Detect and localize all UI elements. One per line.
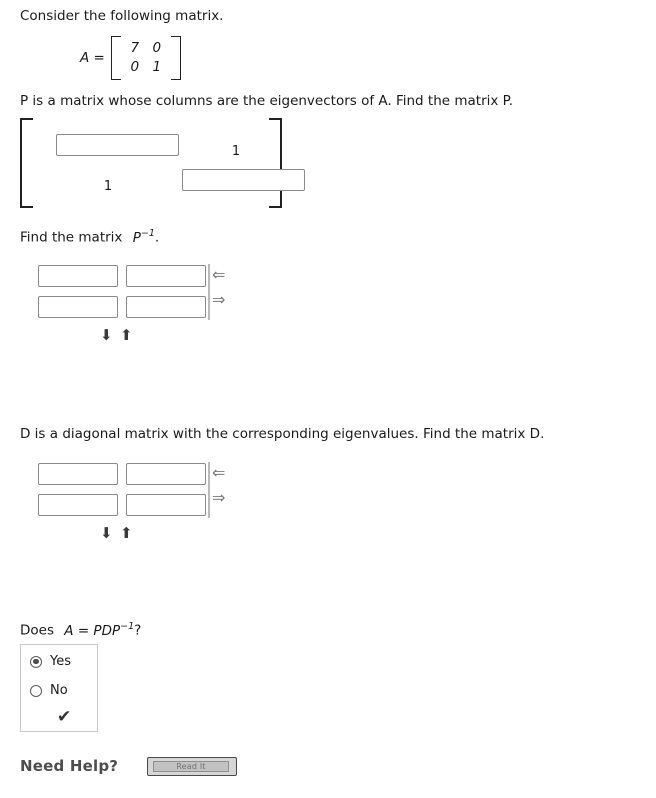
bracket-left-icon	[111, 36, 121, 80]
arrow-left-icon[interactable]: ⇐	[212, 463, 226, 482]
question-p-inverse-symbol: P	[132, 229, 141, 246]
matrix-p-inverse-answer-area	[0, 265, 230, 355]
question-does-suffix: ?	[134, 622, 142, 639]
arrow-right-icon[interactable]: ⇒	[212, 290, 226, 309]
matrix-a-cell-22: 1	[152, 59, 162, 75]
question-does-prefix: Does	[20, 622, 54, 639]
question-p-inverse-text	[20, 228, 159, 246]
bracket-right-icon	[269, 118, 282, 208]
matrix-p-inverse-input-r2c1[interactable]	[38, 296, 118, 318]
matrix-d-input-r1c2[interactable]	[126, 463, 206, 485]
matrix-p-inverse-input-r2c2[interactable]	[126, 296, 206, 318]
need-help-label: Need Help?	[20, 757, 119, 775]
radio-option-no-label: No	[50, 683, 68, 698]
bracket-right-icon	[171, 36, 181, 80]
matrix-d-answer-area	[0, 463, 230, 553]
question-p-text: P is a matrix whose columns are the eigenvectors of A. Find the matrix P.	[20, 93, 513, 109]
read-it-button-label: Read It	[153, 761, 229, 772]
radio-option-no[interactable]	[30, 683, 68, 698]
question-does-exponent: −1	[120, 621, 135, 632]
matrix-d-input-r2c2[interactable]	[126, 494, 206, 516]
matrix-a-cell-12: 0	[152, 40, 162, 56]
arrow-down-icon[interactable]: ⬇	[100, 326, 113, 344]
matrix-p-inverse-input-r1c1[interactable]	[38, 265, 118, 287]
matrix-divider	[208, 264, 210, 320]
question-p-inverse-exponent: −1	[140, 228, 155, 239]
arrow-up-icon[interactable]: ⬆	[120, 326, 133, 344]
radio-button-icon[interactable]	[30, 656, 42, 668]
matrix-a-cell-21: 0	[130, 59, 140, 75]
matrix-a-label: A =	[80, 50, 105, 66]
matrix-p-answer-area	[20, 118, 282, 204]
question-p-inverse-suffix: .	[154, 229, 160, 246]
matrix-d-input-r2c1[interactable]	[38, 494, 118, 516]
arrow-down-icon[interactable]: ⬇	[100, 524, 113, 542]
answer-choice-panel	[20, 644, 98, 732]
radio-option-yes-label: Yes	[50, 654, 71, 669]
matrix-p-value-bottom-left: 1	[103, 179, 113, 194]
question-does-expression: A = PDP	[64, 622, 121, 639]
arrow-left-icon[interactable]: ⇐	[212, 265, 226, 284]
matrix-a-cells	[121, 36, 171, 80]
bracket-left-icon	[20, 118, 33, 208]
matrix-p-input-bottom-right[interactable]	[182, 169, 305, 191]
matrix-a-cell-11: 7	[130, 40, 140, 56]
matrix-p-inverse-input-r1c2[interactable]	[126, 265, 206, 287]
matrix-divider	[208, 462, 210, 518]
question-p-inverse-prefix: Find the matrix	[20, 229, 123, 246]
arrow-right-icon[interactable]: ⇒	[212, 488, 226, 507]
correct-check-icon: ✔	[57, 707, 72, 727]
radio-option-yes[interactable]	[30, 654, 71, 669]
read-it-button[interactable]	[147, 757, 237, 776]
arrow-up-icon[interactable]: ⬆	[120, 524, 133, 542]
intro-text: Consider the following matrix.	[20, 8, 224, 24]
matrix-p-input-top-left[interactable]	[56, 134, 179, 156]
matrix-p-value-top-right: 1	[231, 144, 241, 159]
matrix-d-input-r1c1[interactable]	[38, 463, 118, 485]
radio-button-icon[interactable]	[30, 685, 42, 697]
matrix-a-display	[80, 36, 181, 80]
question-does-text	[20, 621, 141, 639]
question-d-text: D is a diagonal matrix with the corresponding eigenvalues. Find the matrix D.	[20, 426, 545, 442]
